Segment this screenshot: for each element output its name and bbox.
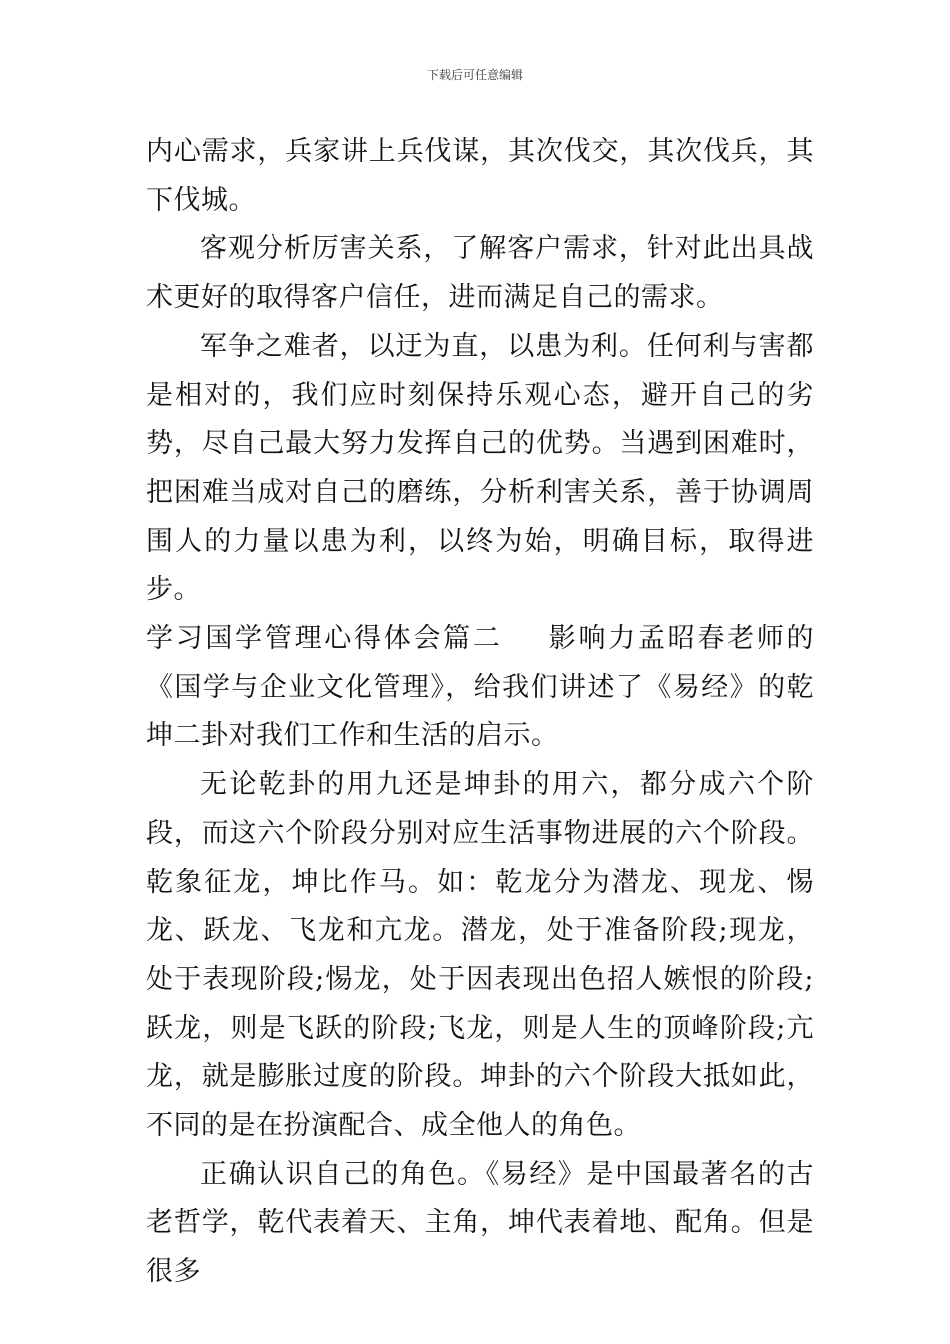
page-header: 下载后可任意编辑 xyxy=(426,68,523,82)
section-title: 学习国学管理心得体会篇二 xyxy=(146,623,503,655)
paragraph-4 xyxy=(146,615,814,761)
section-intro-text: 影响力孟昭春老师的《国学与企业文化管理》，给我们讲述了《易经》的乾坤二卦对我们工作和生活的启示。 xyxy=(146,623,815,752)
paragraph-3: 军争之难者，以迂为直，以患为利。任何利与害都是相对的，我们应时刻保持乐观心态，避开自己的劣势，尽自己最大努力发挥自己的优势。当遇到困难时，把困难当成对自己的磨练，分析利害关系，善于协调周围人的力量以患为利，以终为始，明确目标，取得进步。 xyxy=(146,330,814,606)
paragraph-1: 内心需求，兵家讲上兵伐谋，其次伐交，其次伐兵，其下伐城。 xyxy=(146,136,814,216)
paragraph-6: 正确认识自己的角色。《易经》是中国最著名的古老哲学，乾代表着天、主角，坤代表着地、配角。但是很多 xyxy=(146,1158,814,1288)
paragraph-5: 无论乾卦的用九还是坤卦的用六，都分成六个阶段，而这六个阶段分别对应生活事物进展的六个阶段。乾象征龙，坤比作马。如：乾龙分为潜龙、现龙、惕龙、跃龙、飞龙和亢龙。潜龙，处于准备阶段;现龙，处于表现阶段;惕龙，处于因表现出色招人嫉恨的阶段;跃龙，则是飞跃的阶段;飞龙，则是人生的顶峰阶段;亢龙，就是膨胀过度的阶段。坤卦的六个阶段大抵如此，不同的是在扮演配合、成全他人的角色。 xyxy=(146,769,814,1142)
document-body xyxy=(146,128,814,1297)
paragraph-2: 客观分析厉害关系，了解客户需求，针对此出具战术更好的取得客户信任，进而满足自己的需求。 xyxy=(146,233,814,314)
